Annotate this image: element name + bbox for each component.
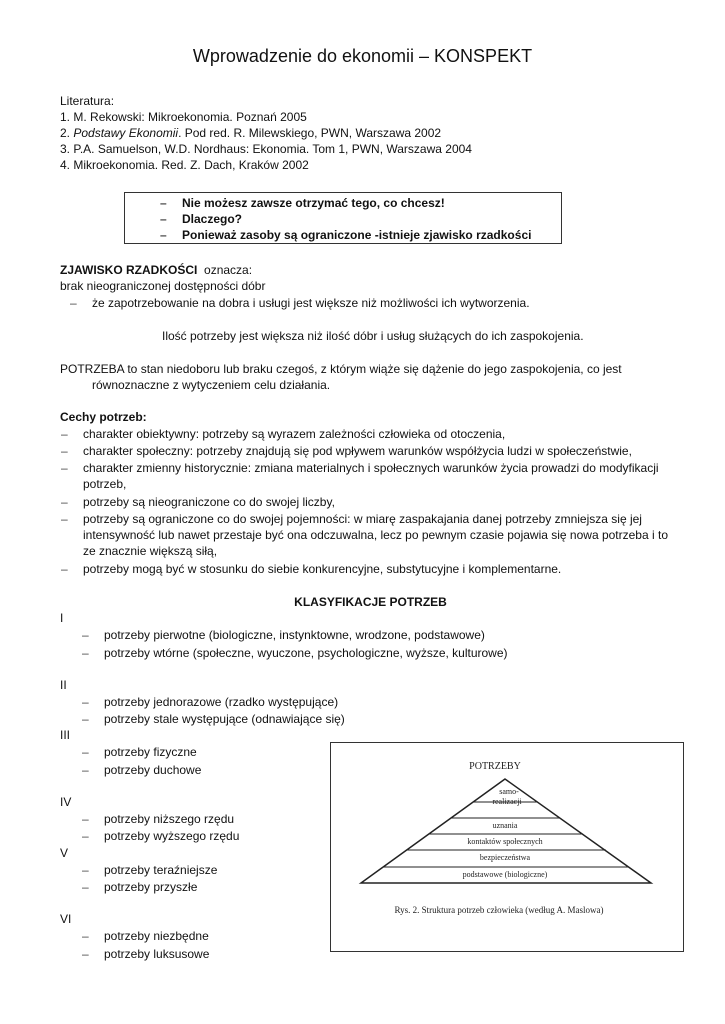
group-item: – potrzeby duchowe (104, 762, 201, 778)
group-item: – potrzeby fizyczne (104, 744, 197, 760)
group-item: – potrzeby niezbędne (104, 928, 209, 944)
scarcity-line: brak nieograniczonej dostępności dóbr (60, 279, 266, 293)
scarcity-heading-line: ZJAWISKO RZADKOŚCI oznacza: (60, 263, 253, 277)
group-item: – potrzeby teraźniejsze (104, 862, 217, 878)
callout-item: – Dlaczego? (182, 211, 242, 227)
feature-item: – charakter społeczny: potrzeby znajdują się pod wpływem warunków współżycia ludzi w społeczeństwie, (83, 443, 632, 459)
group-roman: I (60, 611, 64, 625)
feature-item-cont: intensywność lub nawet przestaje być ona odczuwalna, lecz po pewnym czasie pojawia się nowa potrzeba i to (83, 528, 668, 542)
maslow-pyramid-figure (330, 742, 684, 952)
group-item: – potrzeby wtórne (społeczne, wyuczone, psychologiczne, wyższe, kulturowe) (104, 645, 508, 661)
figure-title: POTRZEBY (469, 761, 521, 772)
literature-item: 3. P.A. Samuelson, W.D. Nordhaus: Ekonomia. Tom 1, PWN, Warszawa 2004 (60, 142, 472, 156)
feature-item: – potrzeby są nieograniczone co do swojej liczby, (83, 494, 335, 510)
callout-item: – Nie możesz zawsze otrzymać tego, co chcesz! (182, 195, 445, 211)
classification-heading: KLASYFIKACJE POTRZEB (294, 595, 447, 609)
literature-item: 2. Podstawy Ekonomii. Pod red. R. Milewskiego, PWN, Warszawa 2002 (60, 126, 442, 140)
level-label: podstawowe (biologiczne) (462, 870, 548, 879)
group-roman: III (60, 728, 71, 742)
page-title: Wprowadzenie do ekonomii – KONSPEKT (192, 46, 533, 66)
level-label: bezpieczeństwa (479, 853, 531, 862)
literature-item: 1. M. Rekowski: Mikroekonomia. Poznań 2005 (60, 110, 307, 124)
features-heading: Cechy potrzeb: (60, 410, 147, 424)
need-definition: POTRZEBA to stan niedoboru lub braku czegoś, z którym wiąże się dążenie do jego zaspokojenia, co jest (60, 362, 622, 376)
need-definition-cont: równoznaczne z wytyczeniem celu działania. (92, 378, 331, 392)
group-roman: V (60, 846, 69, 860)
group-item: – potrzeby przyszłe (104, 879, 197, 895)
group-roman: II (60, 678, 67, 692)
scarcity-centered: Ilość potrzeby jest większa niż ilość dóbr i usług służących do ich zaspokojenia. (162, 329, 584, 343)
group-item: – potrzeby pierwotne (biologiczne, instynktowne, wrodzone, podstawowe) (104, 627, 485, 643)
group-item: – potrzeby stale występujące (odnawiające się) (104, 711, 345, 727)
literature-heading: Literatura: (60, 94, 115, 108)
callout-item: – Ponieważ zasoby są ograniczone -istnieje zjawisko rzadkości (182, 227, 531, 243)
literature-item: 4. Mikroekonomia. Red. Z. Dach, Kraków 2002 (60, 158, 309, 172)
pyramid-diagram (331, 743, 683, 951)
feature-item: – charakter zmienny historycznie: zmiana materialnych i społecznych warunków życia prowadzi do modyfikacji (83, 460, 659, 476)
feature-item: – potrzeby mogą być w stosunku do siebie konkurencyjne, substytucyjne i komplementarne. (83, 561, 561, 577)
scarcity-bullet: – że zapotrzebowanie na dobra i usługi jest większe niż możliwości ich wytworzenia. (92, 295, 530, 311)
group-item: – potrzeby jednorazowe (rzadko występujące) (104, 694, 338, 710)
level-label: realizacji (492, 797, 522, 806)
group-item: – potrzeby luksusowe (104, 946, 209, 962)
group-roman: IV (60, 795, 72, 809)
feature-item-cont: potrzeb, (83, 477, 127, 491)
feature-item-cont: ze znacznie większą siłą, (83, 544, 218, 558)
feature-item: – charakter obiektywny: potrzeby są wyrazem zależności człowieka od otoczenia, (83, 426, 505, 442)
feature-item: – potrzeby są ograniczone co do swojej pojemności: w miarę zaspakajania danej potrzeby zmniejsza się jej (83, 511, 642, 527)
level-label: uznania (492, 821, 518, 830)
group-item: – potrzeby niższego rzędu (104, 811, 234, 827)
group-item: – potrzeby wyższego rzędu (104, 828, 239, 844)
level-label: samo- (499, 787, 519, 796)
figure-caption: Rys. 2. Struktura potrzeb człowieka (według A. Maslowa) (394, 905, 604, 915)
level-label: kontaktów społecznych (467, 837, 543, 846)
group-roman: VI (60, 912, 72, 926)
